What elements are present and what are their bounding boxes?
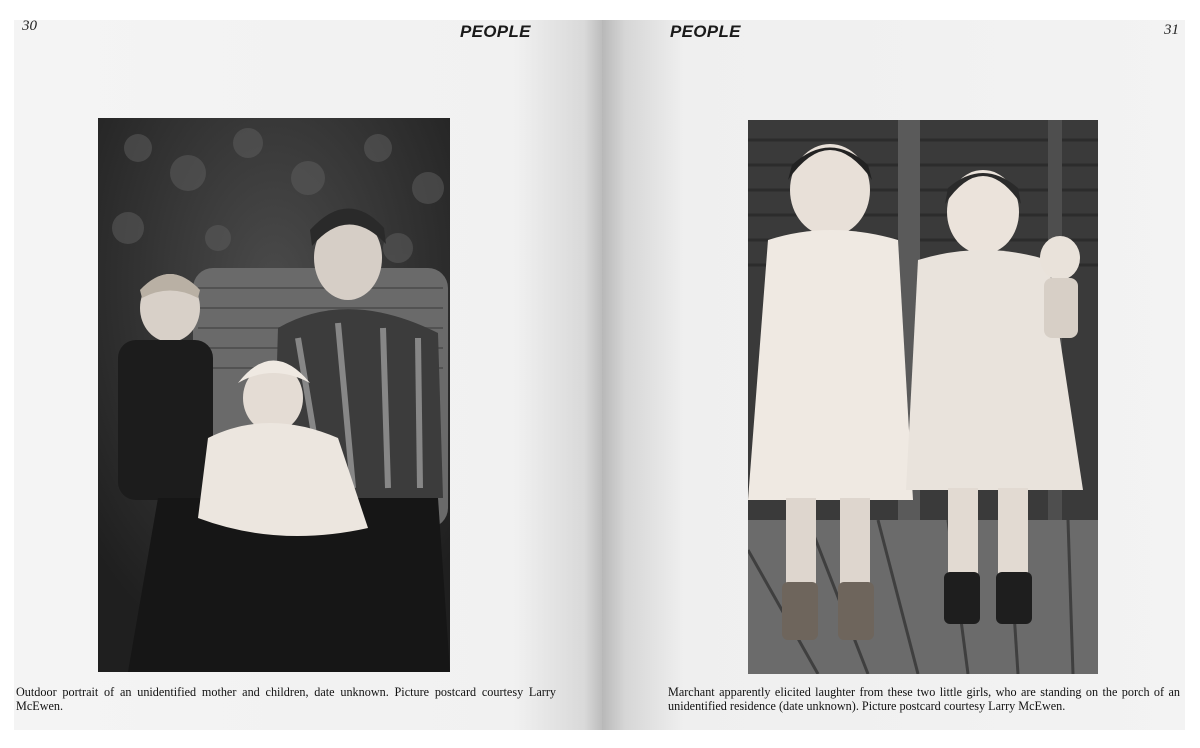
running-head-left: PEOPLE: [460, 22, 531, 41]
caption-right: Marchant apparently elicited laughter from these two little girls, who are standing on the porch of an unidentified residence (date unknown). Picture postcard courtesy Larry McEwen.: [668, 685, 1180, 713]
page-number-left: 30: [22, 20, 37, 34]
photo-mother-children: [98, 118, 450, 672]
left-page: [14, 20, 602, 730]
photo-two-girls: [748, 120, 1098, 674]
photo-two-girls-image: [748, 120, 1098, 674]
page-number-right: 31: [1164, 22, 1179, 38]
running-head-right: PEOPLE: [670, 22, 741, 41]
caption-left: Outdoor portrait of an unidentified mother and children, date unknown. Picture postcard courtesy Larry McEwen.: [16, 685, 556, 713]
photo-mother-children-image: [98, 118, 450, 672]
right-page: [602, 20, 1185, 730]
